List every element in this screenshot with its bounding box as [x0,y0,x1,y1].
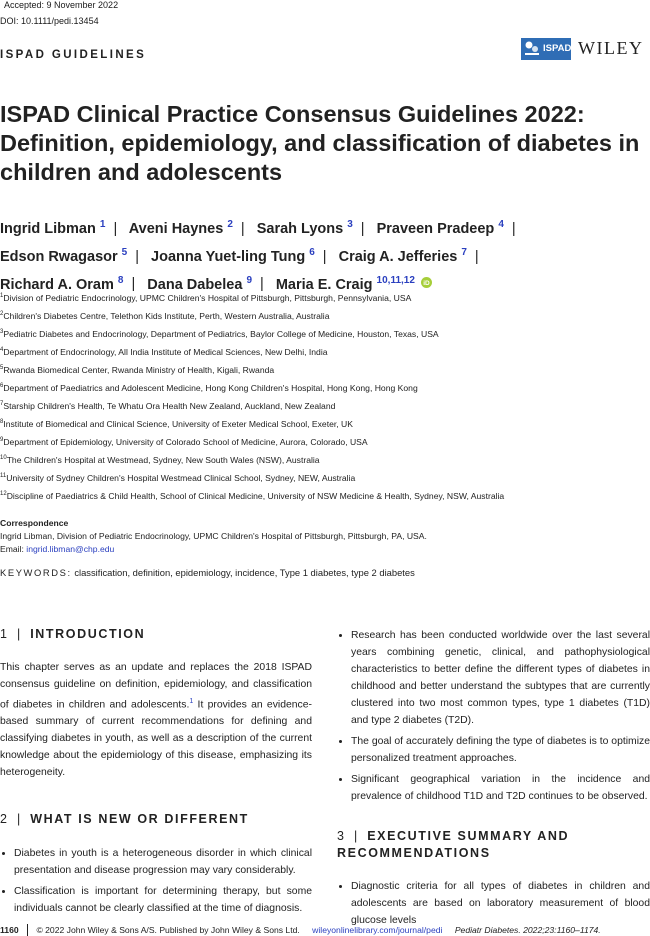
author-affil-ref[interactable]: 5 [121,246,128,258]
keywords [0,567,415,578]
affiliation: $^3$Pediatric Diabetes and Endocrinology, Department of Pediatrics, Baylor College of Medicine, Houston, Texas, USA [0,329,439,339]
keywords-label: KEYWORDS: [0,567,72,578]
affiliation: $^8$Institute of Biomedical and Clinical Science, University of Exeter Medical School, Exeter, UK [0,419,353,429]
list-item: • Classification is important for determining therapy, but some individuals cannot be clearly classified at the time of diagnosis. [14,883,312,917]
author-affil-ref[interactable]: 8 [117,274,124,286]
section-heading-introduction: 1 | INTRODUCTION [0,627,146,641]
affiliation: $^4$Department of Endocrinology, All India Institute of Medical Sciences, New Delhi, India [0,347,328,357]
author-list: Ingrid Libman $^1$ | Aveni Haynes $^2$ | Sarah Lyons $^3$ | Praveen Pradeep $^4$ | Edson Rwagasor $^5$ | Joanna Yuet-ling Tung $^6$ | Craig A. Jefferies $^7$ | Richard A. Oram $^8$ | Dana Dabelea $^9$ | Maria E. Craig $^{10,11,12}$ iD [0,213,650,296]
author-affil-ref[interactable]: 4 [498,219,504,230]
author-name: Maria E. Craig [275,276,373,293]
page-footer [0,924,650,936]
doi: DOI: 10.1111/pedi.13454 [0,16,99,26]
author-name: Sarah Lyons [256,220,344,237]
section-heading-executive-summary: 3 | EXECUTIVE SUMMARY AND RECOMMENDATIONS [337,829,570,860]
affiliation: $^6$Department of Paediatrics and Adolescent Medicine, Hong Kong Children's Hospital, Hong Kong, Hong Kong [0,383,418,393]
article-title: ISPAD Clinical Practice Consensus Guidelines 2022: Definition, epidemiology, and classification of diabetes in children and adolescents [0,101,640,185]
whats-new-list [0,845,312,921]
publisher-logo: WILEY [578,38,644,58]
author-affil-ref[interactable]: 3 [347,219,353,230]
correspondence-address: Ingrid Libman, Division of Pediatric Endocrinology, UPMC Children's Hospital of Pittsburgh, Pittsburgh, PA, USA. [0,531,427,541]
correspondence-email: Email: ingrid.libman@chp.edu [0,544,115,554]
author-name: Richard A. Oram [0,276,114,293]
introduction-paragraph: This chapter serves as an update and replaces the 2018 ISPAD consensus guideline on definition, epidemiology, and classification of diabetes in children and adolescents.$^1$ It provides an evidence-based summary of current recommendations for defining and classifying diabetes in youth, as well as a description of the current knowledge about the epidemiology of this disease, emphasizing its heterogeneity. [0,662,312,779]
footer-divider [27,924,28,936]
affiliation: $^1$Division of Pediatric Endocrinology, UPMC Children's Hospital of Pittsburgh, Pittsburgh, Pennsylvania, USA [0,293,412,303]
author-affil-ref[interactable]: 6 [309,246,315,258]
section-heading-whats-new: 2 | WHAT IS NEW OR DIFFERENT [0,812,249,826]
author-affil-ref[interactable]: 9 [246,274,252,286]
author-affil-ref[interactable]: 2 [227,219,233,230]
orcid-icon[interactable] [421,273,432,296]
list-item: • Diagnostic criteria for all types of diabetes in children and adolescents are based on laboratory measurement of blood glucose levels [351,878,650,929]
affiliation: $^{12}$Discipline of Paediatrics & Child Health, School of Clinical Medicine, University of NSW Medicine & Health, Sydney, NSW, Australia [0,491,505,501]
author-name: Craig A. Jefferies [338,248,458,265]
affiliation: $^{11}$University of Sydney Children's Hospital Westmead Clinical School, Sydney, NEW, Australia [0,473,356,483]
section-label: ISPAD GUIDELINES [0,49,147,61]
author-affil-ref[interactable]: 7 [461,246,467,258]
author-name: Edson Rwagasor [0,248,118,265]
keywords-text: classification, definition, epidemiology, incidence, Type 1 diabetes, type 2 diabetes [74,567,415,578]
author-affil-ref[interactable]: 10,11,12 [376,274,415,286]
email-link[interactable]: ingrid.libman@chp.edu [26,544,115,554]
correspondence-label: Correspondence [0,518,69,528]
journal-url-link[interactable]: wileyonlinelibrary.com/journal/pedi [312,925,443,935]
list-item: • The goal of accurately defining the type of diabetes is to optimize personalized treatment approaches. [351,733,650,767]
list-item: • Significant geographical variation in the incidence and prevalence of childhood T1D and T2D continues to be observed. [351,771,650,805]
accepted-date: Accepted: 9 November 2022 [4,0,119,10]
ispad-logo-icon [523,39,541,59]
affiliation: $^5$Rwanda Biomedical Center, Rwanda Ministry of Health, Kigali, Rwanda [0,365,275,375]
affiliation: $^2$Children's Diabetes Centre, Telethon Kids Institute, Perth, Western Australia, Australia [0,311,330,321]
copyright: © 2022 John Wiley & Sons A/S. Published by John Wiley & Sons Ltd. [36,925,300,935]
author-name: Ingrid Libman [0,220,96,237]
author-name: Aveni Haynes [128,220,224,237]
list-item: • Research has been conducted worldwide over the last several years combining genetic, clinical, and pathophysiological characteristics to better define the different types of diabetes in childhood and better understand the subtypes that are currently clustered into two most common types, type 1 diabetes (T1D) and type 2 diabetes (T2D). [351,627,650,729]
right-bullet-list [337,627,650,809]
author-affil-ref[interactable]: 1 [99,219,106,230]
author-name: Praveen Pradeep [376,220,495,237]
affiliation: $^9$Department of Epidemiology, University of Colorado School of Medicine, Aurora, Colorado, USA [0,437,368,447]
page-number: 1160 [0,925,19,935]
ispad-logo [521,38,571,60]
citation: Pediatr Diabetes. 2022;23:1160–1174. [454,925,601,935]
list-item: • Diabetes in youth is a heterogeneous disorder in which clinical presentation and disease progression may vary considerably. [14,845,312,879]
svg-text:iD: iD [423,280,430,288]
citation-ref[interactable]: 1 [189,698,194,705]
affiliation: $^{10}$The Children's Hospital at Westmead, Sydney, New South Wales (NSW), Australia [0,455,320,465]
author-name: Joanna Yuet-ling Tung [151,248,306,265]
ispad-logo-text: ISPAD [543,43,572,54]
author-name: Dana Dabelea [147,276,243,293]
affiliation: $^7$Starship Children's Health, Te Whatu Ora Health New Zealand, Auckland, New Zealand [0,401,336,411]
